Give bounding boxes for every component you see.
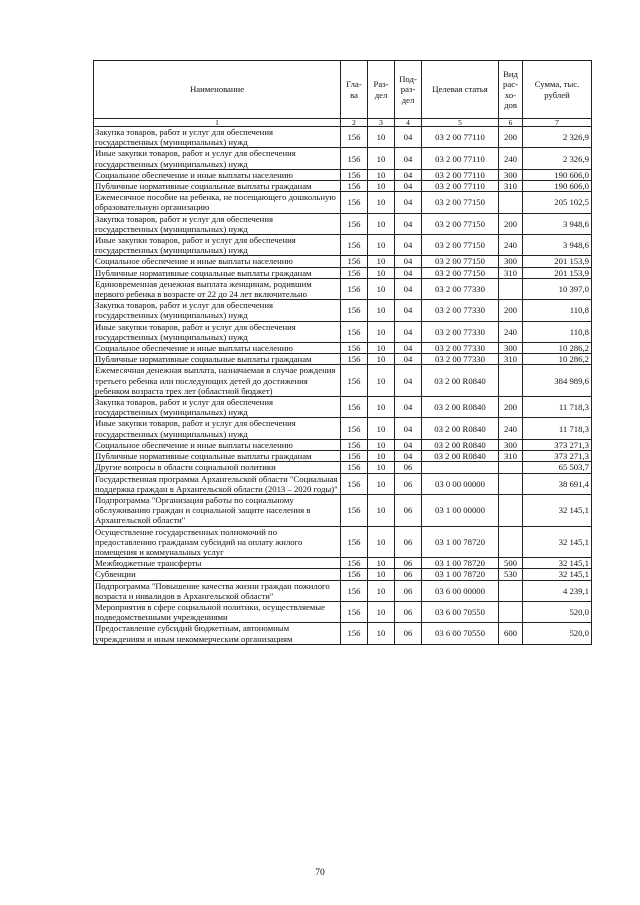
row-vid: 200 (499, 127, 523, 148)
row-sum: 38 691,4 (523, 473, 592, 494)
row-glava: 156 (341, 192, 368, 213)
row-vid: 300 (499, 169, 523, 180)
table-row (94, 235, 592, 256)
row-podrazdel: 04 (395, 397, 422, 418)
row-podrazdel: 06 (395, 569, 422, 580)
row-sum: 3 948,6 (523, 213, 592, 234)
row-name: Ежемесячная денежная выплата, назначаемая в случае рождения третьего ребенка или последующих детей до достижения ребенком возраста трех лет (областной бюджет) (94, 365, 341, 397)
row-podrazdel: 04 (395, 181, 422, 192)
row-target: 03 2 00 R0840 (422, 439, 499, 450)
row-sum: 65 503,7 (523, 462, 592, 473)
row-podrazdel: 04 (395, 300, 422, 321)
row-target: 03 1 00 78720 (422, 558, 499, 569)
row-target (422, 462, 499, 473)
table-row (94, 148, 592, 169)
column-number: 1 (94, 119, 341, 127)
row-sum: 10 286,2 (523, 343, 592, 354)
row-razdel: 10 (368, 321, 395, 342)
row-sum: 11 718,3 (523, 397, 592, 418)
row-glava: 156 (341, 127, 368, 148)
row-vid: 200 (499, 213, 523, 234)
row-sum: 190 606,0 (523, 169, 592, 180)
row-glava: 156 (341, 365, 368, 397)
row-sum: 110,8 (523, 300, 592, 321)
row-podrazdel: 04 (395, 343, 422, 354)
row-razdel: 10 (368, 169, 395, 180)
row-vid: 500 (499, 558, 523, 569)
row-glava: 156 (341, 558, 368, 569)
row-vid: 600 (499, 623, 523, 644)
row-sum: 4 239,1 (523, 580, 592, 601)
row-target: 03 1 00 78720 (422, 569, 499, 580)
table-row (94, 580, 592, 601)
row-podrazdel: 04 (395, 354, 422, 365)
header-name: Наименование (94, 61, 341, 119)
row-glava: 156 (341, 300, 368, 321)
row-name: Закупка товаров, работ и услуг для обеспечения государственных (муниципальных) нужд (94, 213, 341, 234)
table-row (94, 526, 592, 558)
row-razdel: 10 (368, 558, 395, 569)
row-vid: 310 (499, 267, 523, 278)
row-sum: 201 153,9 (523, 267, 592, 278)
row-name: Социальное обеспечение и иные выплаты населению (94, 169, 341, 180)
row-sum: 373 271,3 (523, 439, 592, 450)
column-number: 7 (523, 119, 592, 127)
table-row (94, 558, 592, 569)
row-podrazdel: 04 (395, 192, 422, 213)
row-target: 03 6 00 70550 (422, 623, 499, 644)
row-target: 03 0 00 00000 (422, 473, 499, 494)
row-glava: 156 (341, 580, 368, 601)
row-glava: 156 (341, 569, 368, 580)
row-target: 03 2 00 77150 (422, 267, 499, 278)
table-row (94, 451, 592, 462)
table-body (94, 127, 592, 645)
row-sum: 110,8 (523, 321, 592, 342)
row-vid: 530 (499, 569, 523, 580)
row-sum: 373 271,3 (523, 451, 592, 462)
row-sum: 2 326,9 (523, 148, 592, 169)
table-row (94, 623, 592, 644)
row-target: 03 2 00 77150 (422, 235, 499, 256)
row-glava: 156 (341, 623, 368, 644)
header-glava: Гла-ва (341, 61, 368, 119)
table-row (94, 256, 592, 267)
table-row (94, 169, 592, 180)
header-razdel: Раз-дел (368, 61, 395, 119)
row-glava: 156 (341, 397, 368, 418)
row-razdel: 10 (368, 569, 395, 580)
row-sum: 32 145,1 (523, 558, 592, 569)
row-razdel: 10 (368, 148, 395, 169)
row-vid: 240 (499, 148, 523, 169)
row-name: Иные закупки товаров, работ и услуг для обеспечения государственных (муниципальных) нужд (94, 321, 341, 342)
row-podrazdel: 04 (395, 256, 422, 267)
row-podrazdel: 06 (395, 580, 422, 601)
row-vid: 240 (499, 235, 523, 256)
row-glava: 156 (341, 148, 368, 169)
row-target: 03 1 00 78720 (422, 526, 499, 558)
row-razdel: 10 (368, 354, 395, 365)
table-row (94, 462, 592, 473)
row-podrazdel: 04 (395, 451, 422, 462)
row-podrazdel: 04 (395, 321, 422, 342)
row-target: 03 2 00 77330 (422, 321, 499, 342)
row-name: Закупка товаров, работ и услуг для обеспечения государственных (муниципальных) нужд (94, 397, 341, 418)
row-sum: 2 326,9 (523, 127, 592, 148)
row-target: 03 6 00 00000 (422, 580, 499, 601)
row-sum: 11 718,3 (523, 418, 592, 439)
table-row (94, 418, 592, 439)
row-glava: 156 (341, 213, 368, 234)
row-vid: 240 (499, 418, 523, 439)
table-row (94, 300, 592, 321)
row-vid (499, 462, 523, 473)
row-target: 03 1 00 00000 (422, 494, 499, 526)
row-podrazdel: 04 (395, 127, 422, 148)
budget-table (93, 60, 592, 645)
row-name: Иные закупки товаров, работ и услуг для обеспечения государственных (муниципальных) нужд (94, 235, 341, 256)
row-name: Ежемесячное пособие на ребенка, не посещающего дошкольную образовательную организацию (94, 192, 341, 213)
row-podrazdel: 04 (395, 418, 422, 439)
row-razdel: 10 (368, 601, 395, 622)
row-target: 03 2 00 R0840 (422, 451, 499, 462)
row-name: Государственная программа Архангельской области "Социальная поддержка граждан в Архангельской области (2013 – 2020 годы)" (94, 473, 341, 494)
header-row (94, 61, 592, 119)
row-name: Подпрограмма "Повышение качества жизни граждан пожилого возраста и инвалидов в Архангельской области" (94, 580, 341, 601)
table-row (94, 181, 592, 192)
row-razdel: 10 (368, 213, 395, 234)
row-sum: 520,0 (523, 623, 592, 644)
row-target: 03 2 00 77110 (422, 169, 499, 180)
row-glava: 156 (341, 601, 368, 622)
row-name: Публичные нормативные социальные выплаты гражданам (94, 267, 341, 278)
column-number: 4 (395, 119, 422, 127)
row-sum: 10 397,0 (523, 278, 592, 299)
column-numbers-row (94, 119, 592, 127)
row-vid (499, 526, 523, 558)
header-podrazdel: Под-раз-дел (395, 61, 422, 119)
row-razdel: 10 (368, 278, 395, 299)
row-vid: 300 (499, 343, 523, 354)
row-razdel: 10 (368, 343, 395, 354)
row-glava: 156 (341, 278, 368, 299)
row-sum: 32 145,1 (523, 569, 592, 580)
row-sum: 190 606,0 (523, 181, 592, 192)
row-vid (499, 278, 523, 299)
row-name: Публичные нормативные социальные выплаты гражданам (94, 181, 341, 192)
row-target: 03 2 00 77330 (422, 300, 499, 321)
row-podrazdel: 06 (395, 473, 422, 494)
row-razdel: 10 (368, 439, 395, 450)
row-name: Иные закупки товаров, работ и услуг для обеспечения государственных (муниципальных) нужд (94, 418, 341, 439)
table-row (94, 278, 592, 299)
row-podrazdel: 04 (395, 365, 422, 397)
row-name: Мероприятия в сфере социальной политики, осуществляемые подведомственными учреждениями (94, 601, 341, 622)
row-podrazdel: 06 (395, 558, 422, 569)
row-name: Публичные нормативные социальные выплаты гражданам (94, 451, 341, 462)
row-target: 03 2 00 77330 (422, 354, 499, 365)
row-razdel: 10 (368, 451, 395, 462)
table-row (94, 365, 592, 397)
row-name: Закупка товаров, работ и услуг для обеспечения государственных (муниципальных) нужд (94, 127, 341, 148)
column-number: 3 (368, 119, 395, 127)
row-vid: 310 (499, 451, 523, 462)
row-vid (499, 494, 523, 526)
row-podrazdel: 06 (395, 494, 422, 526)
row-vid: 240 (499, 321, 523, 342)
row-vid (499, 192, 523, 213)
row-glava: 156 (341, 321, 368, 342)
row-podrazdel: 06 (395, 623, 422, 644)
table-row (94, 213, 592, 234)
row-target: 03 2 00 77110 (422, 181, 499, 192)
row-podrazdel: 04 (395, 235, 422, 256)
row-razdel: 10 (368, 526, 395, 558)
table-row (94, 354, 592, 365)
column-number: 5 (422, 119, 499, 127)
row-name: Подпрограмма "Организация работы по социальному обслуживанию граждан и социальной защите населения в Архангельской области" (94, 494, 341, 526)
row-target: 03 2 00 77110 (422, 148, 499, 169)
row-name: Социальное обеспечение и иные выплаты населению (94, 256, 341, 267)
header-target: Целевая статья (422, 61, 499, 119)
row-vid: 310 (499, 354, 523, 365)
row-vid (499, 473, 523, 494)
row-glava: 156 (341, 169, 368, 180)
row-glava: 156 (341, 494, 368, 526)
row-target: 03 2 00 77150 (422, 192, 499, 213)
row-vid (499, 601, 523, 622)
row-razdel: 10 (368, 181, 395, 192)
row-glava: 156 (341, 343, 368, 354)
row-sum: 205 102,5 (523, 192, 592, 213)
table-row (94, 473, 592, 494)
row-target: 03 2 00 77150 (422, 213, 499, 234)
row-name: Публичные нормативные социальные выплаты гражданам (94, 354, 341, 365)
row-podrazdel: 04 (395, 439, 422, 450)
row-name: Закупка товаров, работ и услуг для обеспечения государственных (муниципальных) нужд (94, 300, 341, 321)
row-razdel: 10 (368, 494, 395, 526)
row-razdel: 10 (368, 397, 395, 418)
column-number: 2 (341, 119, 368, 127)
row-vid: 300 (499, 439, 523, 450)
row-razdel: 10 (368, 365, 395, 397)
row-name: Предоставление субсидий бюджетным, автономным учреждениям и иным некоммерческим организациям (94, 623, 341, 644)
row-razdel: 10 (368, 256, 395, 267)
row-sum: 32 145,1 (523, 494, 592, 526)
row-razdel: 10 (368, 127, 395, 148)
row-target: 03 2 00 77330 (422, 278, 499, 299)
page-number: 70 (315, 868, 325, 878)
row-name: Другие вопросы в области социальной политики (94, 462, 341, 473)
row-target: 03 2 00 R0840 (422, 397, 499, 418)
row-podrazdel: 04 (395, 278, 422, 299)
row-vid: 300 (499, 256, 523, 267)
row-razdel: 10 (368, 580, 395, 601)
row-vid: 200 (499, 397, 523, 418)
table-row (94, 321, 592, 342)
table-row (94, 343, 592, 354)
header-vid: Вид рас-хо-дов (499, 61, 523, 119)
table-row (94, 267, 592, 278)
row-razdel: 10 (368, 473, 395, 494)
row-name: Социальное обеспечение и иные выплаты населению (94, 343, 341, 354)
row-razdel: 10 (368, 623, 395, 644)
row-sum: 32 145,1 (523, 526, 592, 558)
row-razdel: 10 (368, 192, 395, 213)
row-podrazdel: 04 (395, 148, 422, 169)
row-podrazdel: 04 (395, 169, 422, 180)
row-podrazdel: 04 (395, 213, 422, 234)
table-row (94, 439, 592, 450)
table-row (94, 601, 592, 622)
row-name: Межбюджетные трансферты (94, 558, 341, 569)
row-podrazdel: 06 (395, 601, 422, 622)
row-name: Осуществление государственных полномочий по предоставлению гражданам субсидий на оплату жилого помещения и коммунальных услуг (94, 526, 341, 558)
table-row (94, 127, 592, 148)
row-razdel: 10 (368, 267, 395, 278)
row-podrazdel: 04 (395, 267, 422, 278)
row-vid: 310 (499, 181, 523, 192)
row-razdel: 10 (368, 462, 395, 473)
row-glava: 156 (341, 267, 368, 278)
row-podrazdel: 06 (395, 526, 422, 558)
header-sum: Сумма, тыс. рублей (523, 61, 592, 119)
table-row (94, 569, 592, 580)
row-glava: 156 (341, 181, 368, 192)
row-glava: 156 (341, 235, 368, 256)
row-glava: 156 (341, 462, 368, 473)
row-target: 03 2 00 77110 (422, 127, 499, 148)
table-row (94, 192, 592, 213)
row-glava: 156 (341, 473, 368, 494)
column-number: 6 (499, 119, 523, 127)
row-sum: 10 286,2 (523, 354, 592, 365)
row-sum: 384 989,6 (523, 365, 592, 397)
row-target: 03 6 00 70550 (422, 601, 499, 622)
row-glava: 156 (341, 451, 368, 462)
row-glava: 156 (341, 418, 368, 439)
row-name: Единовременная денежная выплата женщинам, родившим первого ребенка в возрасте от 22 до 24 лет включительно (94, 278, 341, 299)
row-sum: 520,0 (523, 601, 592, 622)
row-name: Иные закупки товаров, работ и услуг для обеспечения государственных (муниципальных) нужд (94, 148, 341, 169)
table-row (94, 397, 592, 418)
row-glava: 156 (341, 526, 368, 558)
row-name: Социальное обеспечение и иные выплаты населению (94, 439, 341, 450)
row-razdel: 10 (368, 418, 395, 439)
table-row (94, 494, 592, 526)
row-podrazdel: 06 (395, 462, 422, 473)
row-razdel: 10 (368, 300, 395, 321)
row-glava: 156 (341, 439, 368, 450)
row-target: 03 2 00 77330 (422, 343, 499, 354)
row-sum: 201 153,9 (523, 256, 592, 267)
row-target: 03 2 00 R0840 (422, 418, 499, 439)
row-vid (499, 365, 523, 397)
row-sum: 3 948,6 (523, 235, 592, 256)
row-razdel: 10 (368, 235, 395, 256)
row-target: 03 2 00 R0840 (422, 365, 499, 397)
row-target: 03 2 00 77150 (422, 256, 499, 267)
row-vid (499, 580, 523, 601)
row-name: Субвенции (94, 569, 341, 580)
row-glava: 156 (341, 256, 368, 267)
row-glava: 156 (341, 354, 368, 365)
row-vid: 200 (499, 300, 523, 321)
